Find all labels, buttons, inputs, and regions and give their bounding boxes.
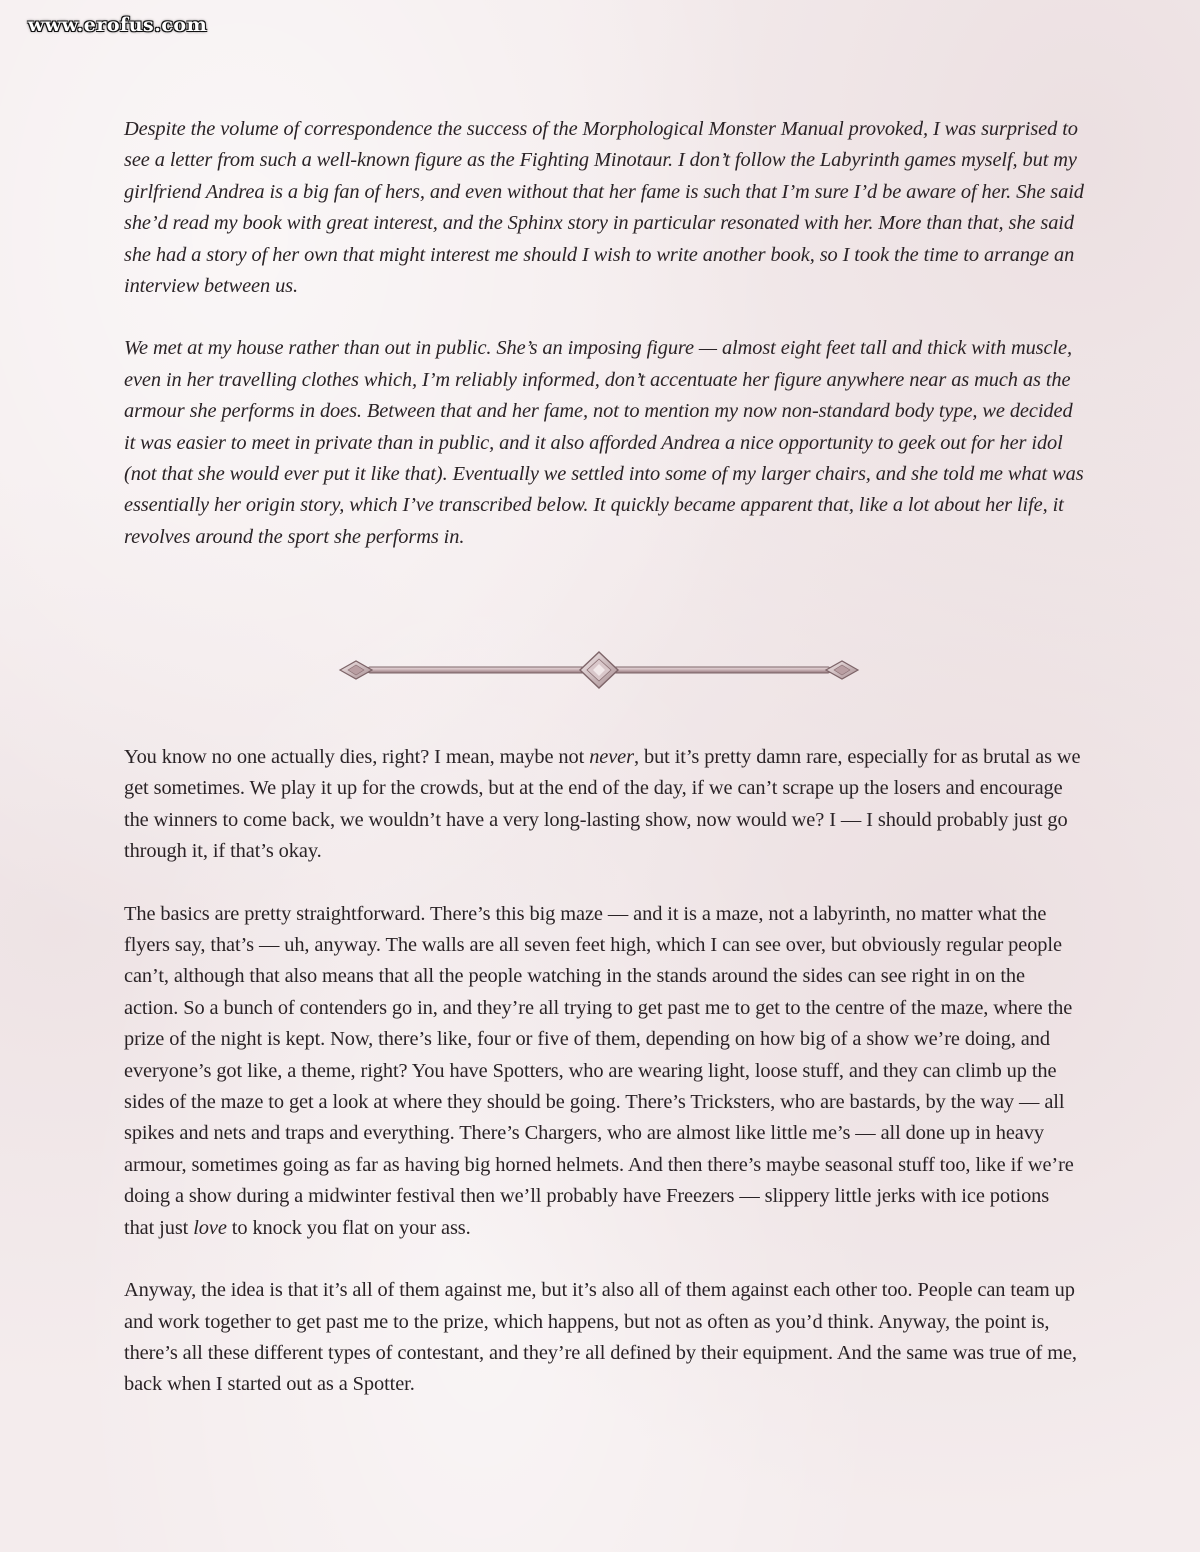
watermark: www.erofus.com xyxy=(28,14,208,36)
story-paragraph-2: The basics are pretty straightforward. There’s this big maze — and it is a maze, not a labyrinth, no matter what the flyers say, that’s — uh, anyway. The walls are all seven feet high, which I can see over, but obviously regular people can’t, although that also means that all the people watching in the stands around the sides can see right in on the action. So a bunch of contenders go in, and they’re all trying to get past me to get to the centre of the maze, where the prize of the night is kept. Now, there’s like, four or five of them, depending on how big of a show we’re doing, and everyone’s got like, a theme, right? You have Spotters, who are wearing light, loose stuff, and they can climb up the sides of the maze to get a look at where they should be going. There’s Tricksters, who are bastards, by the way — all spikes and nets and traps and everything. There’s Chargers, who are almost like little me’s — all done up in heavy armour, sometimes going as far as having big horned helmets. And then there’s maybe seasonal stuff too, like if we’re doing a show during a midwinter festival then we’ll probably have Freezers — slippery little jerks with ice potions that just love to knock you flat on your ass. xyxy=(124,902,1074,1239)
story-paragraph-3: Anyway, the idea is that it’s all of them against me, but it’s also all of them against each other too. People can team up and work together to get past me to the prize, which happens, but not as often as you’d think. Anyway, the point is, there’s all these different types of contestant, and they’re all defined by their equipment. And the same was true of me, back when I started out as a Spotter. xyxy=(124,1279,1077,1396)
ornamental-divider xyxy=(338,650,860,690)
emphasis-never: never xyxy=(589,746,634,768)
intro-paragraph-1: Despite the volume of correspondence the success of the Morphological Monster Manual provoked, I was surprised to see a letter from such a well-known figure as the Fighting Minotaur. I don’t follow the Labyrinth games myself, but my girlfriend Andrea is a big fan of hers, and even without that her fame is such that I’m sure I’d be aware of her. She said she’d read my book with great interest, and the Sphinx story in particular resonated with her. More than that, she said she had a story of her own that might interest me should I wish to write another book, so I took the time to arrange an interview between us. xyxy=(124,118,1084,298)
intro-paragraph-2: We met at my house rather than out in public. She’s an imposing figure — almost eight feet tall and thick with muscle, even in her travelling clothes which, I’m reliably informed, don’t accentuate her figure anywhere near as much as the armour she performs in does. Between that and her fame, not to mention my now non-standard body type, we decided it was easier to meet in private than in public, and it also afforded Andrea a nice opportunity to geek out for her idol (not that she would ever put it like that). Eventually we settled into some of my larger chairs, and she told me what was essentially her origin story, which I’ve transcribed below. It quickly became apparent that, like a lot about her life, it revolves around the sport she performs in. xyxy=(124,337,1084,548)
emphasis-love: love xyxy=(193,1216,227,1239)
intro-section xyxy=(124,114,1084,553)
story-section xyxy=(124,742,1084,1401)
story-paragraph-1: You know no one actually dies, right? I mean, maybe not never, but it’s pretty damn rare, especially for as brutal as we get sometimes. We play it up for the crowds, but at the end of the day, if we can’t scrape up the losers and encourage the winners to come back, we wouldn’t have a very long-lasting show, now would we? I — I should probably just go through it, if that’s okay. xyxy=(124,746,1081,863)
